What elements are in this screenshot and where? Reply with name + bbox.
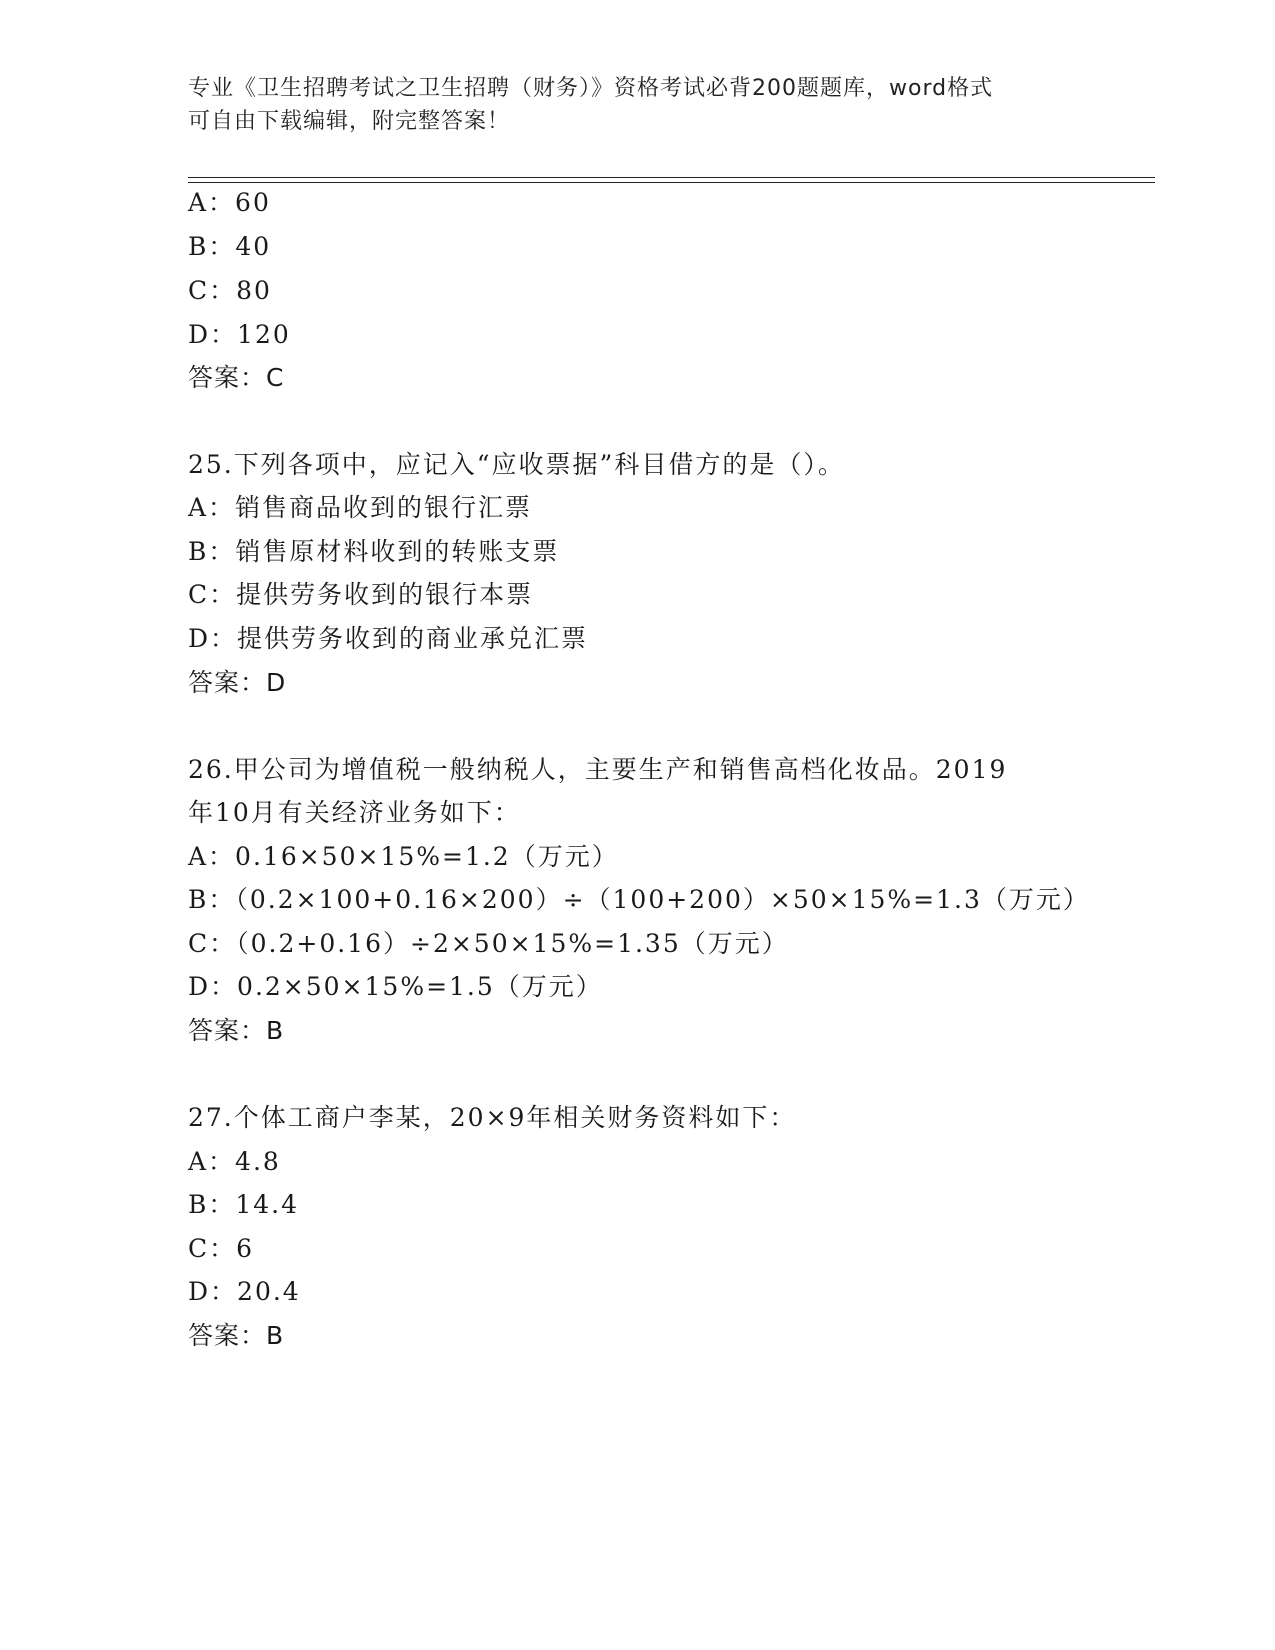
q24-option-d: D：120 [188, 320, 291, 349]
q24-option-b: B：40 [188, 232, 272, 261]
q26-answer: 答案：B [188, 1016, 285, 1045]
q24-option-c: C：80 [188, 276, 272, 305]
q27-stem: 27.个体工商户李某，20×9年相关财务资料如下： [188, 1103, 797, 1132]
q25-option-d: D：提供劳务收到的商业承兑汇票 [188, 624, 589, 653]
q26-option-c: C：（0.2+0.16）÷2×50×15%=1.35（万元） [188, 929, 789, 958]
q26-stem-line-1: 26.甲公司为增值税一般纳税人，主要生产和销售高档化妆品。2019 [188, 755, 1008, 784]
q25-stem: 25.下列各项中，应记入“应收票据”科目借方的是（）。 [188, 450, 845, 479]
q26-stem-line-2: 年10月有关经济业务如下： [188, 798, 521, 827]
document-header [188, 72, 1088, 138]
q27-answer: 答案：B [188, 1321, 285, 1350]
header-divider-top [188, 177, 1155, 178]
q27-option-a: A：4.8 [188, 1147, 281, 1176]
q27-option-c: C：6 [188, 1234, 255, 1263]
q25-answer: 答案：D [188, 668, 287, 697]
header-divider-bottom [188, 182, 1155, 183]
q27-option-b: B：14.4 [188, 1190, 300, 1219]
header-title-line-1: 专业《卫生招聘考试之卫生招聘（财务）》资格考试必背200题题库，word格式 [188, 76, 994, 101]
header-title-line-2: 可自由下载编辑，附完整答案！ [188, 109, 511, 134]
q26-option-b: B：（0.2×100+0.16×200）÷（100+200）×50×15%=1.3（万元） [188, 885, 1090, 914]
q25-option-b: B：销售原材料收到的转账支票 [188, 537, 560, 566]
q24-answer: 答案：C [188, 363, 285, 392]
q25-option-c: C：提供劳务收到的银行本票 [188, 580, 534, 609]
q25-option-a: A：销售商品收到的银行汇票 [188, 493, 533, 522]
q27-option-d: D：20.4 [188, 1277, 301, 1306]
q24-option-a: A：60 [188, 188, 271, 217]
q26-option-d: D：0.2×50×15%=1.5（万元） [188, 972, 603, 1001]
q26-option-a: A：0.16×50×15%=1.2（万元） [188, 842, 619, 871]
